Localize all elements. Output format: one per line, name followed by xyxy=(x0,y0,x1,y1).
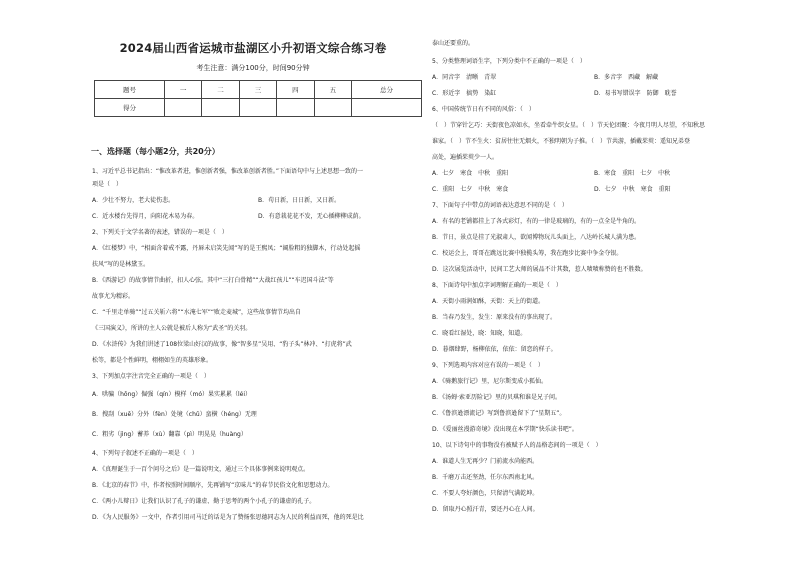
option-text: D．《爱丽丝漫游奇境》没出现在本学期“快乐读书吧”。 xyxy=(432,426,578,433)
score-cell: 二 xyxy=(202,81,239,99)
exam-notice: 考生注意：满分100分，时间90分钟 xyxy=(196,64,310,72)
option-text: B．当春乃发生，发生：原来没有的事出现了。 xyxy=(432,314,557,321)
option-text: C．校运会上，哥哥在跳远比赛中独揽头筹，我在跑步比赛中争金夺银。 xyxy=(432,250,623,257)
score-input-cell[interactable] xyxy=(239,99,276,117)
score-input-cell[interactable] xyxy=(202,99,239,117)
score-cell: 题号 xyxy=(95,81,165,99)
option-text: 泰山还要重的。 xyxy=(432,40,475,47)
option-text: A．七夕 寒食 中秋 重阳 xyxy=(432,170,509,177)
question-text: 3、下列加点字注音完全正确的一项是（ ） xyxy=(92,373,210,380)
option-text: 扶风”写的是林黛玉。 xyxy=(92,261,150,268)
option-text: A．《真理诞生于一百个问号之后》是一篇说明文，通过三个具体事例来说明观点。 xyxy=(92,466,310,473)
option-text: D．七夕 中秋 寒食 重阳 xyxy=(594,186,671,193)
option-text: B．节日，景点是挂了光淑肃人，欲闻博物玩儿头面上，八达岭长城人满为患。 xyxy=(432,234,641,241)
option-text: C．《鲁滨逊漂流记》写到鲁滨逊留下了“星期五”。 xyxy=(432,410,566,417)
option-text: A．有名的老铺都挂上了各式彩灯，有的一律是玻璃的，有的一点全是牛角的。 xyxy=(432,218,641,225)
option-text: D．《为人民服务》一文中，作者引用司马迁的话是为了赞扬张思德同志为人民的利益而死，他的死是比 xyxy=(92,514,364,521)
option-text: A．《红楼梦》中，“相面含着戒不露，丹唇未启笑先闻”写的是王熙凤；“阔脸粗的独脚木，行动处起摇 xyxy=(92,245,361,252)
option-text: C．“千里走单骑”“过五关斩六将”“水淹七军”“败走麦城”，这些故事情节均出自 xyxy=(92,309,302,316)
option-text: D．留取丹心照汗青，要还丹心在人间。 xyxy=(432,506,539,513)
option-text: C．重阳 七夕 中秋 寒食 xyxy=(432,186,509,193)
option-text: D．易书写错误字 防御 耽誉 xyxy=(594,90,677,97)
score-cell: 得分 xyxy=(95,99,165,117)
question-text: 高处，遍插茱萸少一人。 xyxy=(432,154,499,161)
question-text: 7、下面句子中带点的词语表达意思不同的是（ ） xyxy=(432,202,568,209)
option-text: D．这次展览活动中，民间工艺大师的展品不计其数，惹人啧啧称赞的也不胜数。 xyxy=(432,266,647,273)
score-table xyxy=(94,80,422,117)
score-cell: 三 xyxy=(239,81,276,99)
option-text: B．苟日新，日日新，又日新。 xyxy=(258,197,341,204)
score-cell: 五 xyxy=(314,81,351,99)
score-input-cell[interactable] xyxy=(352,99,422,117)
option-text: B．搜刮（xuē）分外（fèn）处境（chǔ）蛮横（héng）无理 xyxy=(92,411,257,418)
option-text: A．《骑鹅旅行记》里，尼尔斯变成小狐仙。 xyxy=(432,378,548,385)
option-text: A．同音字 清晰 青翠 xyxy=(432,74,497,81)
option-text: C．近水楼台先得月，向阳花木易为春。 xyxy=(92,213,199,220)
section-heading: 一、选择题（每小题2分，共20分） xyxy=(91,147,220,156)
option-text: C．形近字 搞势 染缸 xyxy=(432,90,497,97)
question-text: 2、下列关于文学名著的表述，错误的一项是（ ） xyxy=(92,229,228,236)
option-text: B．《汤姆·索亚历险记》里的贝琪和谁是兄子问。 xyxy=(432,394,562,401)
score-cell: 四 xyxy=(277,81,314,99)
option-text: C．不要人夸好颜色，只留清气满乾坤。 xyxy=(432,490,539,497)
option-text: B．《北京的春节》中，作者按照时间顺序，先再铺写“京味儿”的春节民俗文化和思想动力。 xyxy=(92,482,334,489)
option-text: 松等，都是个性鲜明，栩栩如生的英雄形象。 xyxy=(92,357,213,364)
option-text: A．天街小雨润如酥，天街：天上的街道。 xyxy=(432,298,545,305)
score-table-score-row xyxy=(95,99,422,117)
option-text: A．谁道人生无再少？门前流水尚能西。 xyxy=(432,458,539,465)
question-text: （ ）节穿针乞巧：天街夜色凉如水，坐看牵牛织女星。（ ）节天伦团聚：今夜月明人尽望，不知秋思 xyxy=(432,122,706,129)
option-text: B．千磨万击还坚劲，任尔东西南北风。 xyxy=(432,474,539,481)
question-text: 项是（ ） xyxy=(92,181,123,188)
score-input-cell[interactable] xyxy=(277,99,314,117)
option-text: D．《水浒传》为我们讲述了108位梁山好汉的故事，像“智多星”吴用、“豹子头”林冲、“打虎将”武 xyxy=(92,341,352,348)
question-text: 10、以下诗句中的事物没有被赋予人的品格态间的一项是（ ） xyxy=(432,442,602,449)
option-text: B．《西游记》的故事情节曲折，扣人心弦。其中“三打白骨精”“大战红孩儿”“车迟国斗法”等 xyxy=(92,277,334,284)
option-text: C．晓看红湿处，晓：知晓，知道。 xyxy=(432,330,527,337)
score-input-cell[interactable] xyxy=(164,99,201,117)
score-cell: 一 xyxy=(164,81,201,99)
question-text: 1、习近平总书记指出：“惟改革者进，惟创新者强，惟改革创新者胜。”下面语句中与上述思想一致的一 xyxy=(92,168,364,175)
score-cell: 总分 xyxy=(352,81,422,99)
question-text: 4、下列句子叙述不正确的一项是（ ） xyxy=(92,450,198,457)
option-text: A．少壮不努力，老大徒伤悲。 xyxy=(92,197,175,204)
question-text: 5、分类整理词语生字，下列分类中不正确的一项是（ ） xyxy=(432,58,586,65)
option-text: 《三国演义》，所讲的主人公就是被后人称为“武圣”的关羽。 xyxy=(92,325,252,332)
question-text: 谁家。（ ）节不生火：贫居往往无烟火，不独明朝为子推。（ ）节共游，插戴茱萸：遥知兄弟登 xyxy=(432,138,691,145)
option-text: B．多音字 西藏 解藏 xyxy=(594,74,659,81)
option-text: C．《两小儿辩日》让我们认识了孔子的谦虚、勤于思考的两个小孔子的谦虚的孔子。 xyxy=(92,498,316,505)
question-text: 6、中国传统节日有不同的风俗：（ ） xyxy=(432,106,535,113)
option-text: D．有意栽花花不发，无心插柳柳成荫。 xyxy=(258,213,365,220)
question-text: 9、下列选项内容对应有误的一项是（ ） xyxy=(432,362,544,369)
option-text: A．哄骗（hōng）倔强（qín）模样（mó）果实累累（léi） xyxy=(92,391,252,398)
option-text: D．暮烟肆野，杨柳依依，依依：留恋的样子。 xyxy=(432,346,557,353)
paper-title: 2024届山西省运城市盐湖区小升初语文综合练习卷 xyxy=(119,41,387,55)
option-text: C．粗劣（jìng）蓄养（xù）翻靠（pì）明晃晃（huàng） xyxy=(92,431,247,438)
option-text: 故事尤为精彩。 xyxy=(92,293,135,300)
question-text: 8、下面诗句中加点字词理解正确的一项是（ ） xyxy=(432,282,562,289)
score-input-cell[interactable] xyxy=(314,99,351,117)
score-table-header-row xyxy=(95,81,422,99)
option-text: B．寒食 重阳 七夕 中秋 xyxy=(594,170,671,177)
